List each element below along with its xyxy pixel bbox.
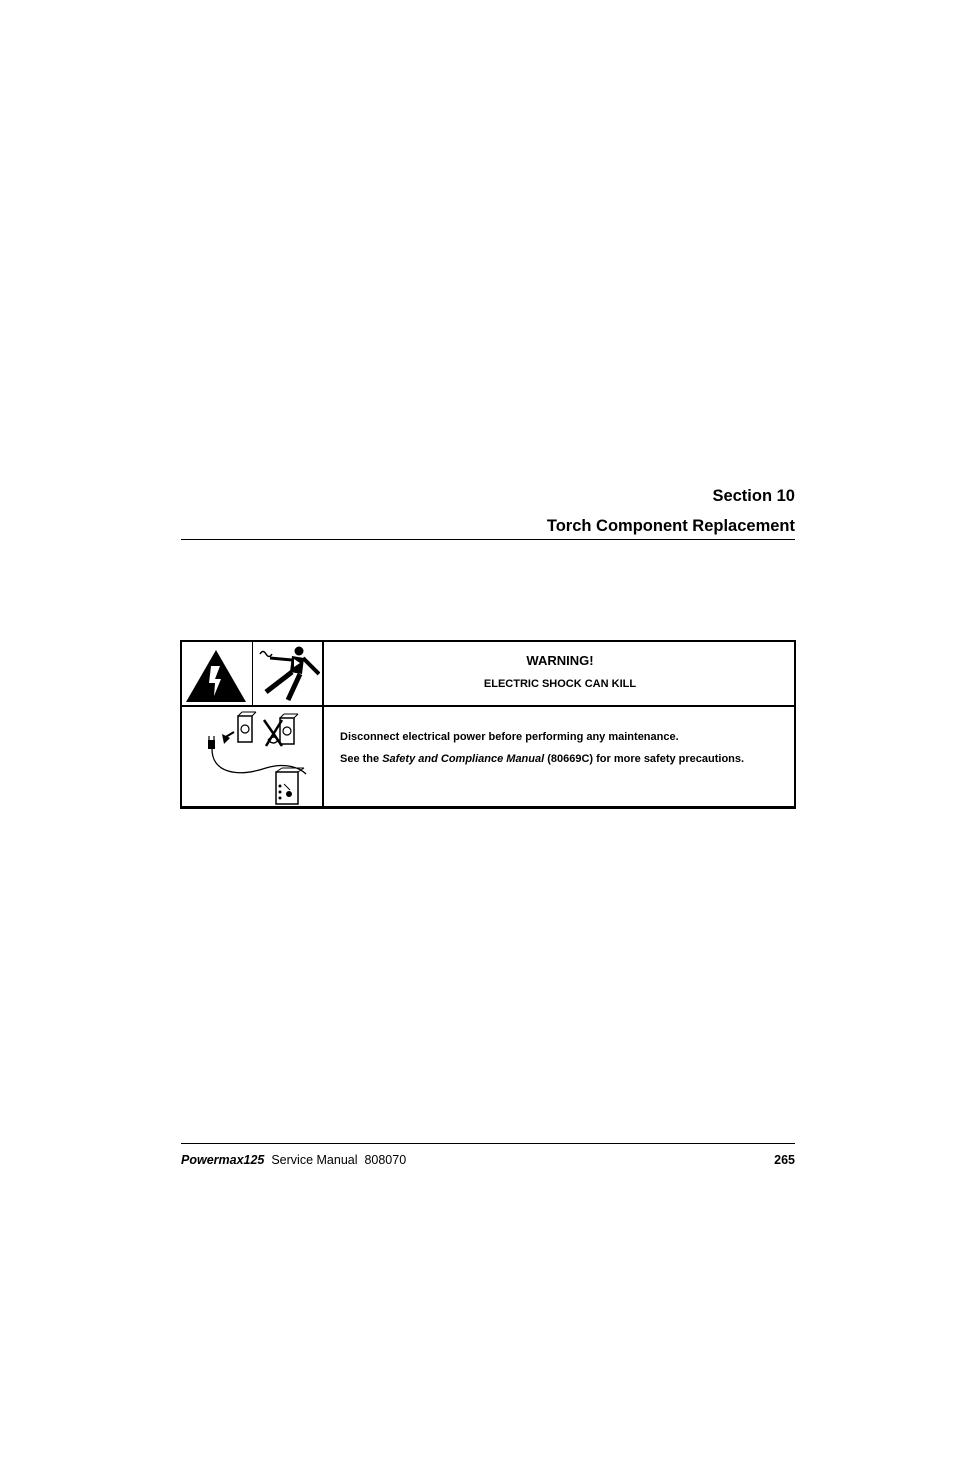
page-number: 265: [774, 1153, 795, 1167]
warning-manual-reference: [340, 752, 760, 767]
warning-icon-divider: [252, 642, 253, 706]
footer-document-info: [181, 1152, 406, 1168]
warning-disconnect-text: Disconnect electrical power before performing any maintenance.: [340, 731, 679, 743]
section-title: Torch Component Replacement: [546, 517, 795, 535]
section-number: Section 10: [712, 487, 795, 505]
footer-doc: Service Manual 808070: [271, 1153, 407, 1167]
warning-box: [180, 640, 796, 809]
electric-shock-triangle-icon: [184, 646, 248, 704]
footer-brand: Powermax125: [181, 1153, 265, 1167]
warning-title: WARNING!: [526, 653, 594, 668]
disconnect-power-plug-icon: [196, 710, 316, 806]
warning-subtitle: ELECTRIC SHOCK CAN KILL: [483, 678, 637, 690]
manual-reference-title: Safety and Compliance Manual: [382, 753, 545, 765]
manual-reference-prefix: See the: [340, 753, 383, 765]
manual-reference-suffix: (80669C) for more safety precautions.: [544, 753, 745, 765]
warning-body: [340, 730, 760, 774]
shock-hazard-person-icon: [256, 644, 320, 704]
warning-divider-horizontal: [182, 705, 794, 707]
footer-rule: [181, 1143, 795, 1144]
header-rule: [181, 539, 795, 540]
